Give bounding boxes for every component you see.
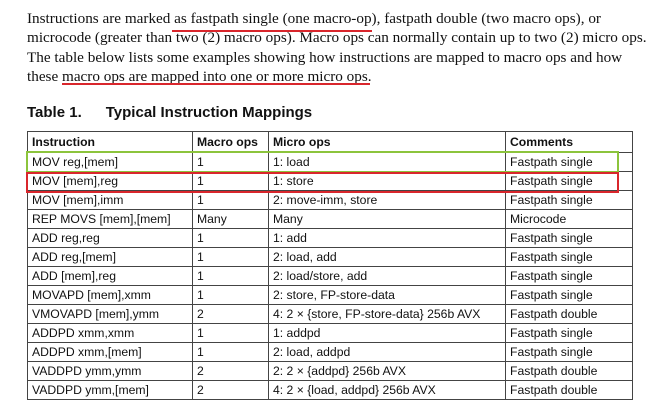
table-number: Table 1. xyxy=(27,104,82,121)
cell-macro-ops: 2 xyxy=(193,362,269,381)
cell-comments: Fastpath double xyxy=(506,381,633,400)
cell-comments: Fastpath single xyxy=(506,324,633,343)
cell-comments: Fastpath double xyxy=(506,305,633,324)
table-row xyxy=(28,229,633,248)
cell-macro-ops: 1 xyxy=(193,229,269,248)
cell-micro-ops: 1: addpd xyxy=(269,324,506,343)
cell-instruction: ADD reg,[mem] xyxy=(28,248,193,267)
paragraph-line: Instructions are marked as fastpath single (one macro-op), fastpath double (two macro ops), or xyxy=(27,10,601,27)
cell-comments: Fastpath single xyxy=(506,229,633,248)
cell-comments: Microcode xyxy=(506,210,633,229)
cell-micro-ops: Many xyxy=(269,210,506,229)
cell-instruction: ADDPD xmm,[mem] xyxy=(28,343,193,362)
table-row xyxy=(28,362,633,381)
table-title xyxy=(27,104,312,121)
green-highlight-box xyxy=(26,151,619,173)
highlight-underline-fastpath-single xyxy=(172,30,372,32)
header-comments: Comments xyxy=(506,132,633,153)
intro-paragraph xyxy=(27,9,647,87)
cell-instruction: VADDPD ymm,ymm xyxy=(28,362,193,381)
cell-macro-ops: 1 xyxy=(193,324,269,343)
cell-macro-ops: 1 xyxy=(193,153,269,172)
cell-comments: Fastpath single xyxy=(506,267,633,286)
table-row xyxy=(28,381,633,400)
cell-macro-ops: 2 xyxy=(193,381,269,400)
cell-comments: Fastpath single xyxy=(506,286,633,305)
cell-comments: Fastpath single xyxy=(506,343,633,362)
header-micro-ops: Micro ops xyxy=(269,132,506,153)
cell-macro-ops: 1 xyxy=(193,248,269,267)
paragraph-line: these macro ops are mapped into one or more micro ops. xyxy=(27,68,372,86)
table-caption: Typical Instruction Mappings xyxy=(105,104,313,121)
table-row xyxy=(28,191,633,210)
cell-instruction: ADD reg,reg xyxy=(28,229,193,248)
cell-comments: Fastpath single xyxy=(506,153,633,172)
paragraph-line: The table below lists some examples showing how instructions are mapped to macro ops and how xyxy=(27,48,623,66)
table-row xyxy=(28,210,633,229)
cell-instruction: MOVAPD [mem],xmm xyxy=(28,286,193,305)
cell-micro-ops: 1: load xyxy=(269,153,506,172)
cell-instruction: ADD [mem],reg xyxy=(28,267,193,286)
table-header-row xyxy=(28,132,633,153)
cell-instruction: REP MOVS [mem],[mem] xyxy=(28,210,193,229)
header-instruction: Instruction xyxy=(28,132,193,153)
cell-micro-ops: 2: load/store, add xyxy=(269,267,506,286)
table-row xyxy=(28,343,633,362)
table-row xyxy=(28,286,633,305)
cell-comments: Fastpath single xyxy=(506,172,633,191)
cell-instruction: MOV reg,[mem] xyxy=(28,153,193,172)
table-row xyxy=(28,305,633,324)
cell-micro-ops: 4: 2 × {store, FP-store-data} 256b AVX xyxy=(269,305,506,324)
cell-macro-ops: 1 xyxy=(193,267,269,286)
highlight-underline-micro-ops xyxy=(62,83,370,85)
cell-macro-ops: 1 xyxy=(193,286,269,305)
table-row xyxy=(28,267,633,286)
table-row xyxy=(28,248,633,267)
cell-micro-ops: 2: load, add xyxy=(269,248,506,267)
paragraph-line: microcode (greater than two (2) macro ops). Macro ops can normally contain up to two (2) micro ops. xyxy=(27,29,647,47)
cell-micro-ops: 2: 2 × {addpd} 256b AVX xyxy=(269,362,506,381)
cell-instruction: ADDPD xmm,xmm xyxy=(28,324,193,343)
cell-micro-ops: 2: load, addpd xyxy=(269,343,506,362)
cell-micro-ops: 2: store, FP-store-data xyxy=(269,286,506,305)
cell-instruction: MOV [mem],imm xyxy=(28,191,193,210)
header-macro-ops: Macro ops xyxy=(193,132,269,153)
cell-instruction: VMOVAPD [mem],ymm xyxy=(28,305,193,324)
cell-comments: Fastpath double xyxy=(506,362,633,381)
cell-micro-ops: 2: move-imm, store xyxy=(269,191,506,210)
cell-macro-ops: 2 xyxy=(193,305,269,324)
cell-instruction: VADDPD ymm,[mem] xyxy=(28,381,193,400)
cell-instruction: MOV [mem],reg xyxy=(28,172,193,191)
cell-micro-ops: 4: 2 × {load, addpd} 256b AVX xyxy=(269,381,506,400)
cell-comments: Fastpath single xyxy=(506,248,633,267)
red-highlight-box xyxy=(26,172,619,193)
cell-comments: Fastpath single xyxy=(506,191,633,210)
cell-macro-ops: 1 xyxy=(193,172,269,191)
table-row xyxy=(28,324,633,343)
cell-micro-ops: 1: add xyxy=(269,229,506,248)
cell-macro-ops: Many xyxy=(193,210,269,229)
cell-macro-ops: 1 xyxy=(193,191,269,210)
cell-macro-ops: 1 xyxy=(193,343,269,362)
cell-micro-ops: 1: store xyxy=(269,172,506,191)
